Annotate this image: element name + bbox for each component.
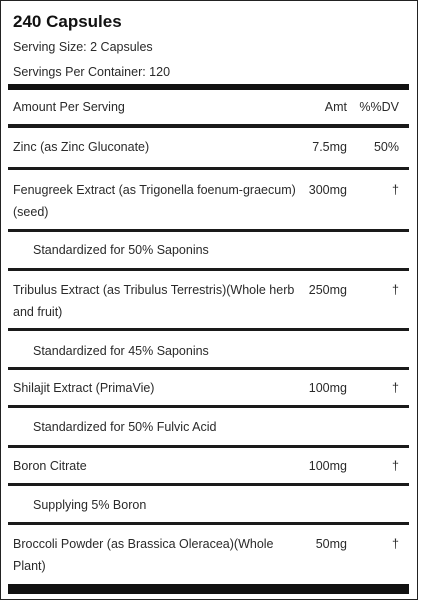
boron-note: Supplying 5% Boron (33, 498, 147, 512)
ingredient-dv: † (392, 283, 399, 297)
ingredient-name: Fenugreek Extract (as Trigonella foenum-graecum) (seed) (13, 183, 296, 219)
standardization-note: Standardized for 45% Saponins (33, 344, 209, 358)
amt-column-label: Amt (324, 100, 347, 114)
ingredient-name: Shilajit Extract (PrimaVie) (13, 381, 155, 395)
row-divider (8, 483, 409, 486)
dv-column-label: %%DV (359, 100, 399, 114)
row-divider (8, 268, 409, 271)
row-divider (8, 167, 409, 170)
serving-size: Serving Size: 2 Capsules (13, 40, 153, 54)
standardization-note: Standardized for 50% Fulvic Acid (33, 420, 217, 434)
capsule-count-title: 240 Capsules (13, 12, 122, 31)
row-divider (8, 367, 409, 370)
bottom-divider-bar (8, 584, 409, 594)
servings-per-container: Servings Per Container: 120 (13, 65, 171, 79)
ingredient-dv: † (392, 459, 399, 473)
amount-per-serving-label: Amount Per Serving (13, 100, 125, 114)
ingredient-amount: 100mg (308, 459, 347, 473)
standardization-note: Standardized for 50% Saponins (33, 243, 209, 257)
ingredient-name: Boron Citrate (13, 459, 87, 473)
ingredient-name: Zinc (as Zinc Gluconate) (13, 140, 150, 154)
row-divider (8, 405, 409, 408)
ingredient-amount: 7.5mg (312, 140, 347, 154)
row-divider (8, 328, 409, 331)
ingredient-amount: 50mg (315, 537, 347, 551)
ingredient-name: Tribulus Extract (as Tribulus Terrestris)(Whole herb and fruit) (13, 283, 295, 319)
header-divider (8, 124, 409, 128)
row-divider (8, 229, 409, 232)
ingredient-dv: † (392, 183, 399, 197)
ingredient-name: Broccoli Powder (as Brassica Oleracea)(Whole Plant) (13, 537, 274, 573)
ingredient-dv: † (392, 537, 399, 551)
row-divider (8, 522, 409, 525)
ingredient-amount: 100mg (308, 381, 347, 395)
ingredient-dv: 50% (373, 140, 399, 154)
ingredient-dv: † (392, 381, 399, 395)
top-divider-bar (8, 84, 409, 90)
ingredient-amount: 300mg (308, 183, 347, 197)
ingredient-amount: 250mg (308, 283, 347, 297)
row-divider (8, 445, 409, 448)
